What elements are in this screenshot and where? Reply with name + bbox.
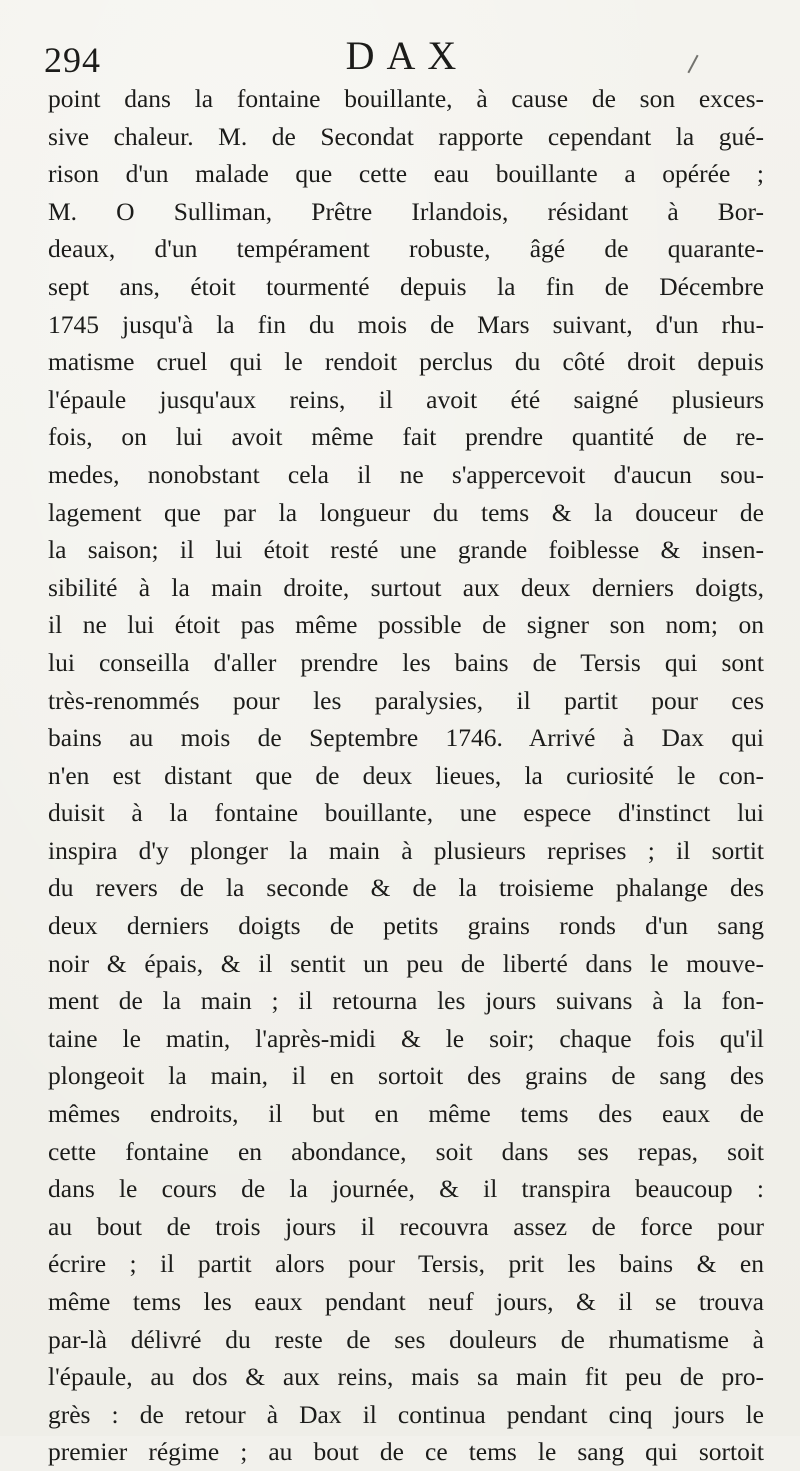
- running-head: DAX: [345, 33, 469, 78]
- text-line: très-renommés pour les paralysies, il partit pour ces: [48, 685, 764, 715]
- text-line: dans le cours de la journée, & il transpira beaucoup :: [48, 1174, 764, 1204]
- text-line: M. O Sulliman, Prêtre Irlandois, résidant à Bor-: [48, 196, 764, 226]
- text-line: premier régime ; au bout de ce tems le sang qui sortoit: [48, 1437, 764, 1467]
- text-line: au bout de trois jours il recouvra assez de force pour: [48, 1211, 764, 1241]
- text-line: par-là délivré du reste de ses douleurs de rhumatisme à: [48, 1324, 764, 1354]
- text-line: sibilité à la main droite, surtout aux deux derniers doigts,: [48, 572, 764, 602]
- text-line: point dans la fontaine bouillante, à cause de son exces-: [48, 84, 764, 113]
- text-line: n'en est distant que de deux lieues, la curiosité le con-: [48, 760, 764, 790]
- text-line: sept ans, étoit tourmenté depuis la fin de Décembre: [48, 271, 764, 301]
- text-line: plongeoit la main, il en sortoit des grains de sang des: [48, 1061, 764, 1091]
- text-line: deaux, d'un tempérament robuste, âgé de quarante-: [48, 234, 764, 264]
- text-line: l'épaule jusqu'aux reins, il avoit été saigné plusieurs: [48, 384, 764, 414]
- text-line: grès : de retour à Dax il continua pendant cinq jours le: [48, 1399, 764, 1429]
- text-line: inspira d'y plonger la main à plusieurs reprises ; il sortit: [48, 835, 764, 865]
- text-line: il ne lui étoit pas même possible de signer son nom; on: [48, 610, 764, 640]
- text-line: ment de la main ; il retourna les jours suivans à la fon-: [48, 986, 764, 1016]
- text-line: la saison; il lui étoit resté une grande foiblesse & insen-: [48, 535, 764, 565]
- text-line: l'épaule, au dos & aux reins, mais sa main fit peu de pro-: [48, 1362, 764, 1392]
- text-line: mêmes endroits, il but en même tems des eaux de: [48, 1099, 764, 1129]
- text-line: matisme cruel qui le rendoit perclus du côté droit depuis: [48, 347, 764, 377]
- text-line: 1745 jusqu'à la fin du mois de Mars suivant, d'un rhu-: [48, 309, 764, 339]
- text-line: du revers de la seconde & de la troisieme phalange des: [48, 873, 764, 903]
- text-line: deux derniers doigts de petits grains ronds d'un sang: [48, 911, 764, 941]
- page-header: [44, 34, 756, 82]
- text-line: medes, nonobstant cela il ne s'appercevoit d'aucun sou-: [48, 459, 764, 489]
- text-line: rison d'un malade que cette eau bouillante a opérée ;: [48, 159, 764, 189]
- text-line: même tems les eaux pendant neuf jours, & il se trouva: [48, 1287, 764, 1316]
- body-text: [48, 80, 764, 1471]
- text-line: duisit à la fontaine bouillante, une espece d'instinct lui: [48, 798, 764, 828]
- text-line: sive chaleur. M. de Secondat rapporte cependant la gué-: [48, 121, 764, 151]
- text-line: lagement que par la longueur du tems & la douceur de: [48, 497, 764, 527]
- text-line: bains au mois de Septembre 1746. Arrivé à Dax qui: [48, 723, 764, 753]
- text-line: cette fontaine en abondance, soit dans ses repas, soit: [48, 1136, 764, 1166]
- text-line: écrire ; il partit alors pour Tersis, prit les bains & en: [48, 1249, 764, 1279]
- page-number: 294: [44, 40, 101, 80]
- text-line: fois, on lui avoit même fait prendre quantité de re-: [48, 422, 764, 452]
- text-line: taine le matin, l'après-midi & le soir; chaque fois qu'il: [48, 1023, 764, 1053]
- text-line: noir & épais, & il sentit un peu de liberté dans le mouve-: [48, 948, 764, 978]
- text-line: lui conseilla d'aller prendre les bains de Tersis qui sont: [48, 647, 764, 677]
